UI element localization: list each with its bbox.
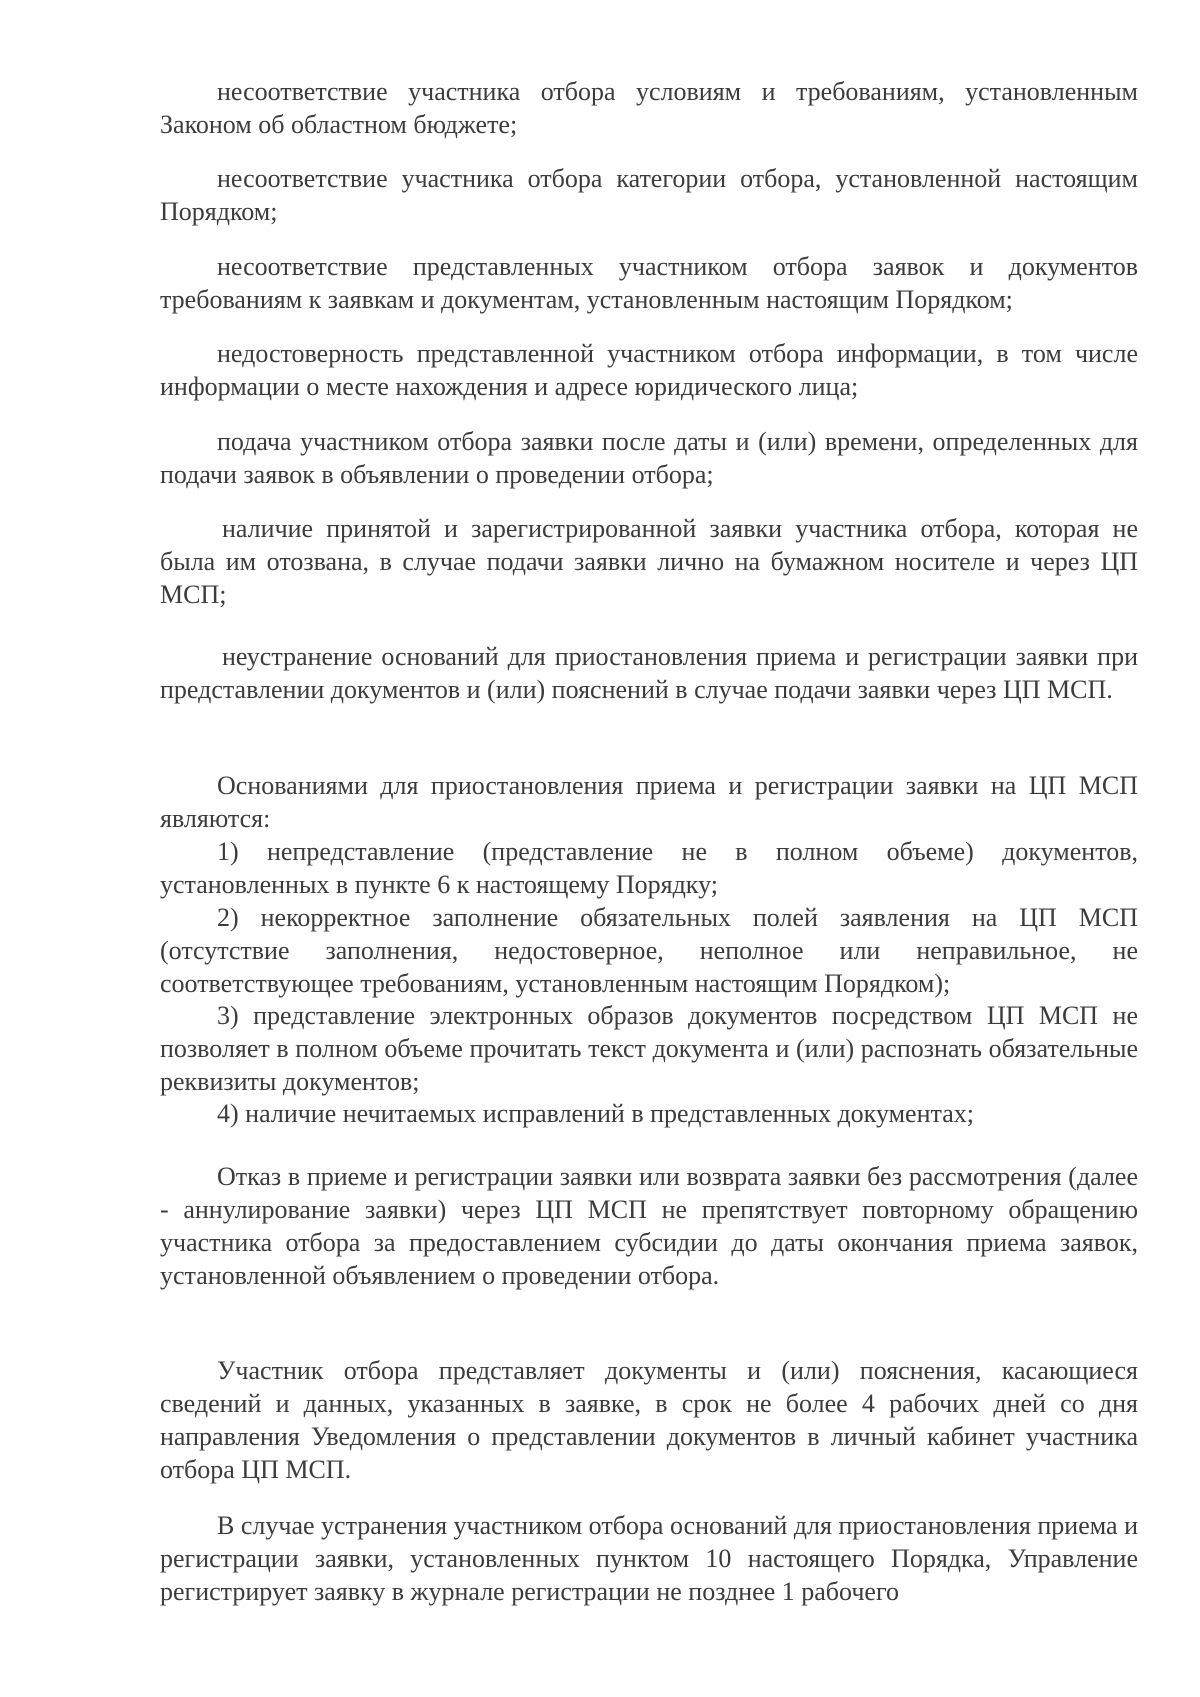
paragraph-unresolved-grounds: неустранение оснований для приостановления приема и регистрации заявки при представлении документов и (или) пояснений в случае подачи заявки через ЦП МСП.	[160, 642, 1138, 704]
paragraph-unreliable-information: недостоверность представленной участником отбора информации, в том числе информации о месте нахождения и адресе юридического лица;	[160, 339, 1138, 401]
paragraph-participant-documents: Участник отбора представляет документы и (или) пояснения, касающиеся сведений и данных, указанных в заявке, в срок не более 4 рабочих дней со дня направления Уведомления о представлении документов в личный кабинет участника отбора ЦП МСП.	[160, 1356, 1138, 1484]
list-item-1: 1) непредставление (представление не в полном объеме) документов, установленных в пункте 6 к настоящему Порядку;	[160, 837, 1138, 899]
list-item-4: 4) наличие нечитаемых исправлений в представленных документах;	[217, 1099, 974, 1128]
paragraph-nonconformity-documents: несоответствие представленных участником отбора заявок и документов требованиям к заявкам и документам, установленным настоящим Порядком;	[160, 252, 1138, 314]
paragraph-refusal: Отказ в приеме и регистрации заявки или возврата заявки без рассмотрения (далее - аннулирование заявки) через ЦП МСП не препятствует повторному обращению участника отбора за предоставлением субсидии до даты окончания приема заявок, установленной объявлением о проведении отбора.	[160, 1162, 1138, 1290]
paragraph-duplicate-application: наличие принятой и зарегистрированной заявки участника отбора, которая не была им отозвана, в случае подачи заявки лично на бумажном носителе и через ЦП МСП;	[160, 514, 1138, 609]
paragraph-registration: В случае устранения участником отбора оснований для приостановления приема и регистрации заявки, установленных пунктом 10 настоящего Порядка, Управление регистрирует заявку в журнале регистрации не позднее 1 рабочего	[160, 1511, 1138, 1606]
list-item-3: 3) представление электронных образов документов посредством ЦП МСП не позволяет в полном объеме прочитать текст документа и (или) распознать обязательные реквизиты документов;	[160, 1001, 1138, 1096]
paragraph-late-submission: подача участником отбора заявки после даты и (или) времени, определенных для подачи заявок в объявлении о проведении отбора;	[160, 427, 1138, 489]
paragraph-nonconformity-conditions: несоответствие участника отбора условиям и требованиям, установленным Законом об областном бюджете;	[160, 77, 1138, 139]
paragraph-suspension-grounds-intro: Основаниями для приостановления приема и регистрации заявки на ЦП МСП являются:	[160, 771, 1138, 833]
paragraph-nonconformity-category: несоответствие участника отбора категории отбора, установленной настоящим Порядком;	[160, 164, 1138, 226]
list-item-2: 2) некорректное заполнение обязательных полей заявления на ЦП МСП (отсутствие заполнения, недостоверное, неполное или неправильное, не соответствующее требованиям, установленным настоящим Порядком);	[160, 903, 1138, 998]
